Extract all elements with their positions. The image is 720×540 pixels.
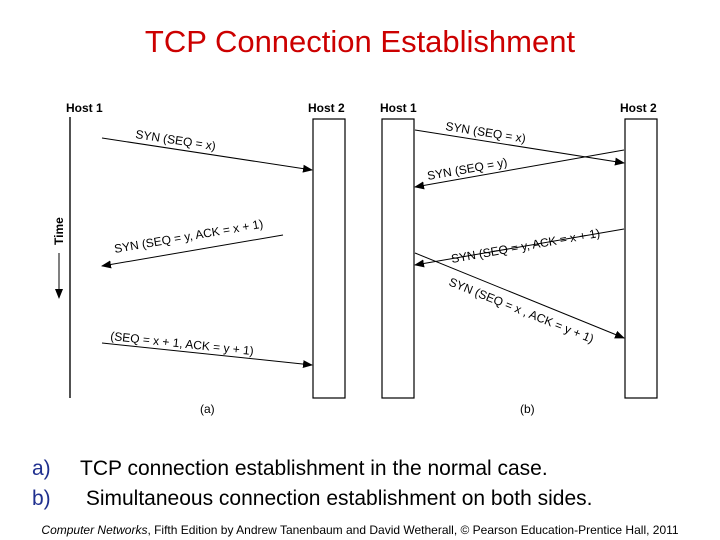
diagram-a-msg3: (SEQ = x + 1, ACK = y + 1) (109, 329, 255, 359)
diagram-a-host1-label: Host 1 (66, 101, 103, 115)
diagram-b-host1-label: Host 1 (380, 101, 417, 115)
tcp-handshake-figure (50, 95, 665, 425)
diagram-b-host2-bar (625, 119, 657, 398)
diagram-b-msg4: SYN (SEQ = x , ACK = y + 1) (446, 274, 596, 346)
time-label: Time (52, 217, 66, 245)
diagram-b-msg3: SYN (SEQ = y, ACK = x + 1) (450, 225, 602, 266)
diagram-b-arrow-4 (415, 253, 624, 338)
diagram-b-host1-bar (382, 119, 414, 398)
diagram-b-caption: (b) (520, 402, 535, 416)
diagram-a-host2-label: Host 2 (308, 101, 345, 115)
footer-rest: , Fifth Edition by Andrew Tanenbaum and David Wetherall, © Pearson Education-Prentice Hall, 2011 (147, 523, 679, 537)
caption-b (32, 484, 592, 514)
footer-book-title: Computer Networks (41, 523, 148, 537)
caption-list (32, 454, 592, 514)
diagram-b-host2-label: Host 2 (620, 101, 657, 115)
diagram-a-msg1: SYN (SEQ = x) (134, 127, 217, 154)
diagram-b (380, 101, 657, 416)
slide-title: TCP Connection Establishment (144, 24, 576, 59)
caption-a-marker: a) (32, 457, 51, 480)
caption-a (32, 454, 592, 484)
diagram-a (52, 101, 345, 416)
diagram-a-caption: (a) (200, 402, 215, 416)
caption-b-text: Simultaneous connection establishment on both sides. (80, 487, 593, 510)
caption-a-text: TCP connection establishment in the normal case. (80, 457, 548, 480)
diagram-a-host2-bar (313, 119, 345, 398)
diagram-b-msg2: SYN (SEQ = y) (426, 155, 509, 183)
caption-b-marker: b) (32, 487, 51, 510)
diagram-b-msg1: SYN (SEQ = x) (444, 119, 527, 146)
diagram-a-msg2: SYN (SEQ = y, ACK = x + 1) (113, 216, 265, 256)
footer-citation (0, 523, 720, 537)
